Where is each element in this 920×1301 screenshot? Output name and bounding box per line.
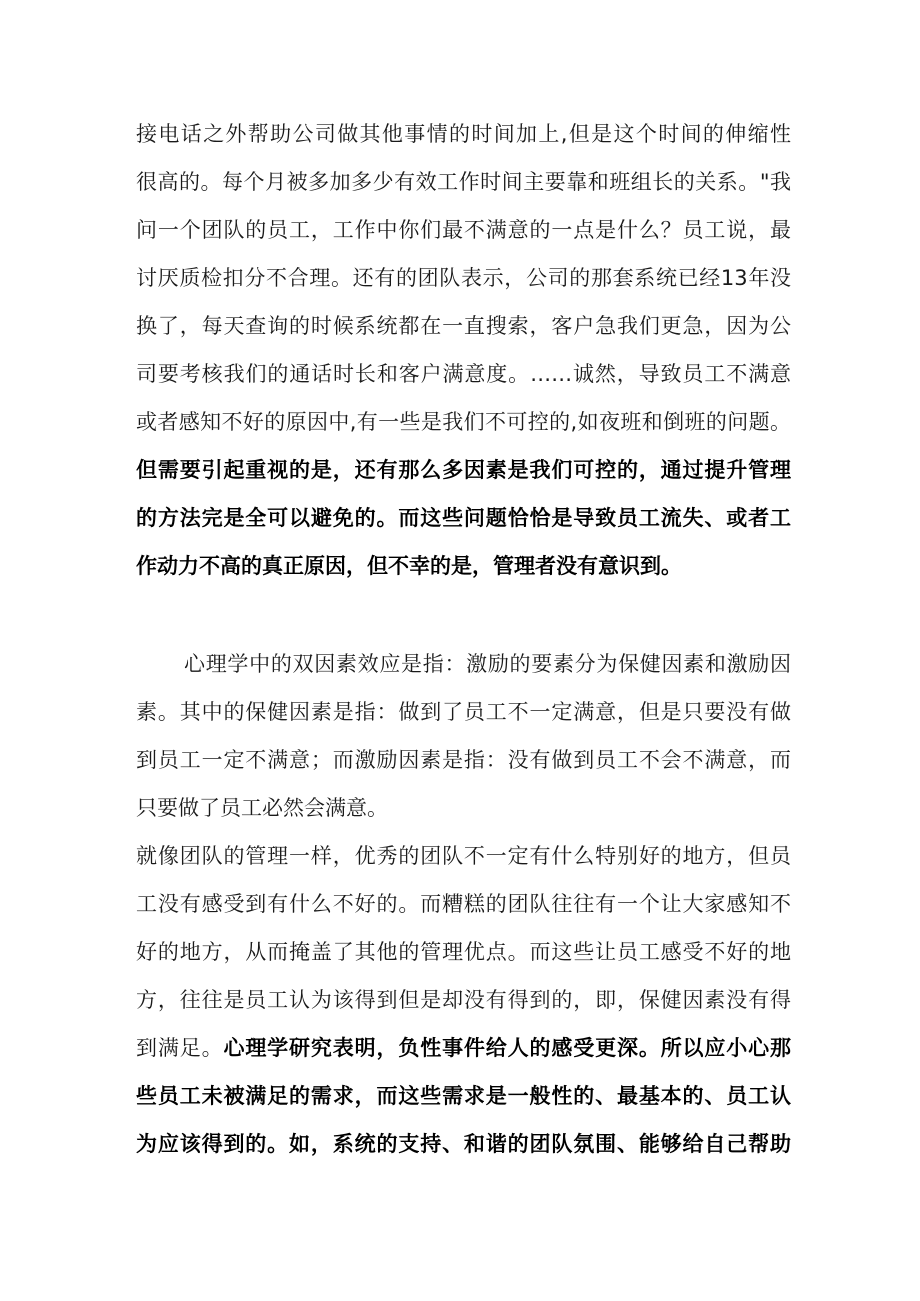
paragraph-2-line-2: 素。其中的保健因素是指：做到了员工不一定满意，但是只要没有做 bbox=[136, 700, 791, 724]
paragraph-3-line-3: 好的地方，从而掩盖了其他的管理优点。而这些让员工感受不好的地 bbox=[136, 940, 791, 964]
paragraph-2-line-4: 只要做了员工必然会满意。 bbox=[136, 796, 388, 820]
paragraph-3-line-2: 工没有感受到有什么不好的。而糟糕的团队往往有一个让大家感知不 bbox=[136, 892, 791, 916]
paragraph-3-line-6-bold: 些员工未被满足的需求，而这些需求是一般性的、最基本的、员工认 bbox=[136, 1084, 791, 1108]
paragraph-1-line-9-bold: 的方法完是全可以避免的。而这些问题恰恰是导致员工流失、或者工 bbox=[136, 506, 791, 530]
paragraph-1-line-10-bold: 作动力不高的真正原因，但不幸的是，管理者没有意识到。 bbox=[136, 554, 682, 578]
paragraph-1-line-4: 讨厌质检扣分不合理。还有的团队表示，公司的那套系统已经13年没 bbox=[136, 266, 791, 290]
paragraph-3-line-1: 就像团队的管理一样，优秀的团队不一定有什么特别好的地方，但员 bbox=[136, 844, 791, 868]
paragraph-1-line-3: 问一个团队的员工，工作中你们最不满意的一点是什么？员工说，最 bbox=[136, 218, 791, 242]
paragraph-1-line-7: 或者感知不好的原因中,有一些是我们不可控的,如夜班和倒班的问题。 bbox=[136, 410, 791, 434]
paragraph-1-line-8-bold: 但需要引起重视的是，还有那么多因素是我们可控的，通过提升管理 bbox=[136, 458, 791, 482]
paragraph-3-line-7-bold: 为应该得到的。如，系统的支持、和谐的团队氛围、能够给自己帮助 bbox=[136, 1132, 791, 1156]
paragraph-3-line-5-bold: 心理学研究表明，负性事件给人的感受更深。所以应小心那 bbox=[223, 1036, 792, 1060]
paragraph-3-line-5-normal: 到满足。 bbox=[136, 1036, 224, 1060]
paragraph-1-line-5: 换了，每天查询的时候系统都在一直搜索，客户急我们更急，因为公 bbox=[136, 314, 791, 338]
paragraph-3-line-5 bbox=[136, 1028, 791, 1068]
paragraph-2-line-3: 到员工一定不满意；而激励因素是指：没有做到员工不会不满意，而 bbox=[136, 748, 791, 772]
paragraph-2-line-1: 心理学中的双因素效应是指：激励的要素分为保健因素和激励因 bbox=[184, 652, 791, 676]
paragraph-1-line-1: 接电话之外帮助公司做其他事情的时间加上,但是这个时间的伸缩性 bbox=[136, 122, 791, 146]
paragraph-1-line-6: 司要考核我们的通话时长和客户满意度。……诚然，导致员工不满意 bbox=[136, 362, 791, 386]
paragraph-1-line-2: 很高的。每个月被多加多少有效工作时间主要靠和班组长的关系。"我 bbox=[136, 170, 791, 194]
paragraph-3-line-4: 方，往往是员工认为该得到但是却没有得到的，即，保健因素没有得 bbox=[136, 988, 791, 1012]
